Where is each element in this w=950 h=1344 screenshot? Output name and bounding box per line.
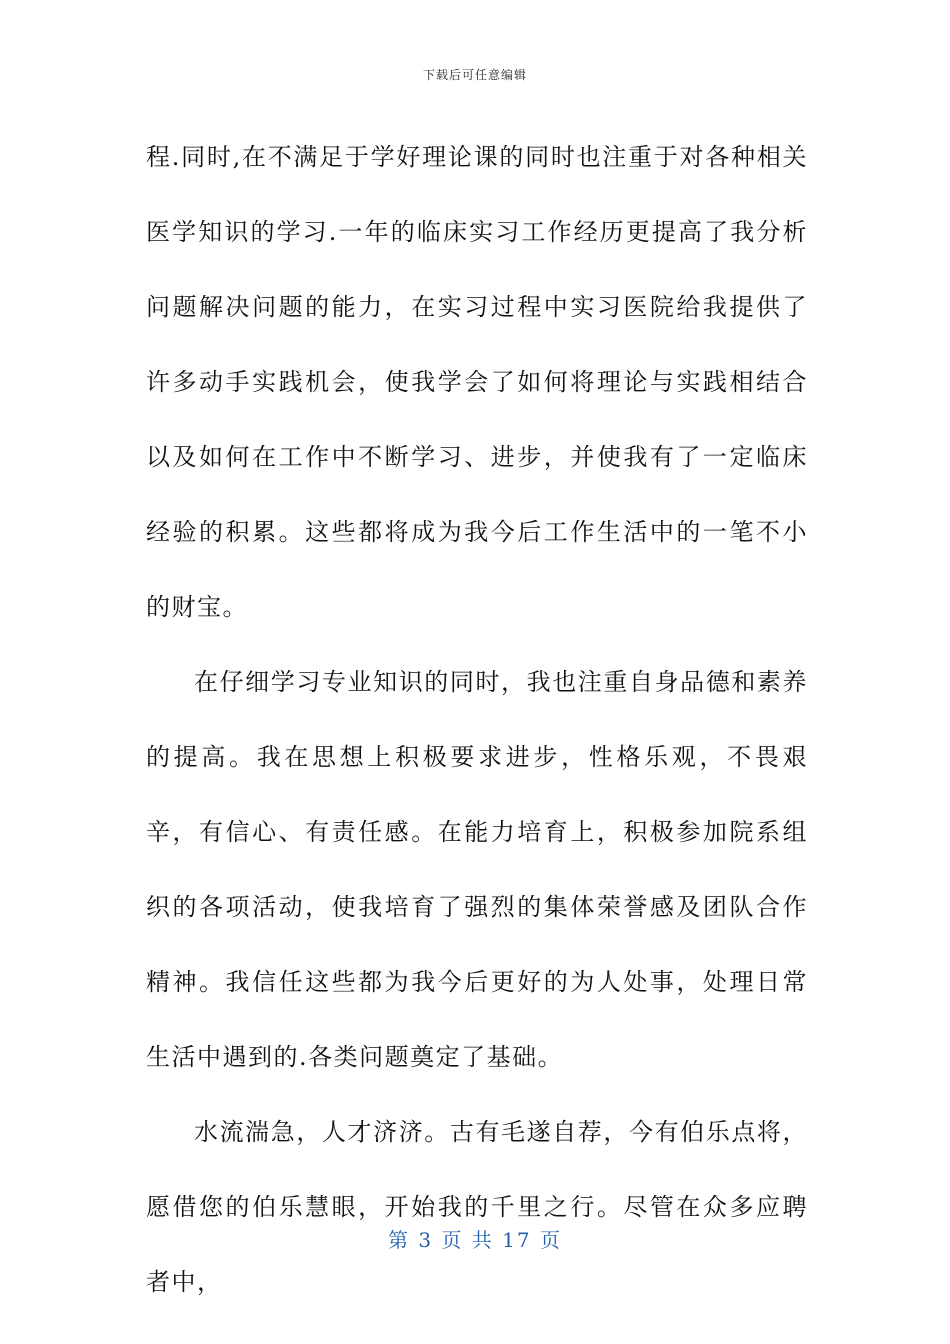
header-note: 下载后可任意编辑 <box>422 68 527 82</box>
paragraph-1: 程.同时,在不满足于学好理论课的同时也注重于对各种相关医学知识的学习.一年的临床实习工作经历更提高了我分析问题解决问题的能力，在实习过程中实习医院给我提供了许多动手实践机会，使我学会了如何将理论与实践相结合以及如何在工作中不断学习、进步，并使我有了一定临床经验的积累。这些都将成为我今后工作生活中的一笔不小的财宝。 <box>146 143 808 621</box>
paragraph-2: 在仔细学习专业知识的同时，我也注重自身品德和素养的提高。我在思想上积极要求进步，性格乐观，不畏艰辛，有信心、有责任感。在能力培育上，积极参加院系组织的各项活动，使我培育了强烈的集体荣誉感及团队合作精神。我信任这些都为我今后更好的为人处事，处理日常生活中遇到的.各类问题奠定了基础。 <box>146 668 808 1071</box>
page-number: 第 3 页 共 17 页 <box>388 1228 562 1252</box>
paragraph-3: 水流湍急，人才济济。古有毛遂自荐，今有伯乐点将，愿借您的伯乐慧眼，开始我的千里之行。尽管在众多应聘者中， <box>146 1118 808 1296</box>
body-text <box>146 120 808 1320</box>
